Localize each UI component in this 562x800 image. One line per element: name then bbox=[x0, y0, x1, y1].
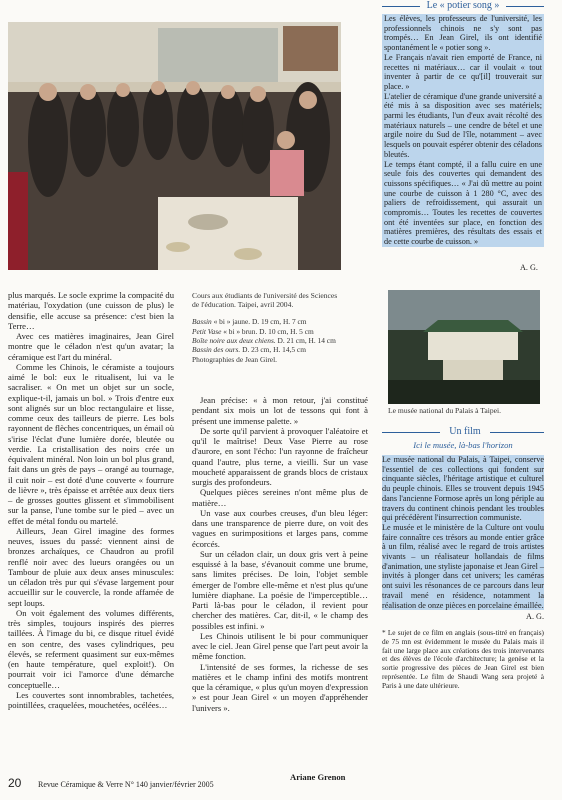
sidebar2-sign: A. G. bbox=[526, 612, 544, 622]
page-number: 20 bbox=[8, 776, 22, 790]
sidebar1-paragraph-2: Le Français n'avait rien emporté de France, ni recettes ni matériaux… car il voulait « tout inventer à partir de ce qu'[il] trouverait sur place. » bbox=[384, 52, 542, 91]
photo-caption bbox=[192, 291, 372, 364]
middle-column bbox=[192, 395, 368, 713]
sidebar2-subtitle: Ici le musée, là-bas l'horizon bbox=[413, 440, 513, 450]
sidebar1-box bbox=[382, 14, 544, 247]
sidebar1-paragraph-1: Les élèves, les professeurs de l'université, les professionnels chinois ne s'y sont pas trompés… En Jean Girel, ils ont identifié spontanément le « potier song ». bbox=[384, 14, 542, 53]
left-paragraph-1: plus marqués. Le socle exprime la compacité du matériau, l'oxydation (une cuisson de plus) le densifie, elle accuse sa présence: c'est bien la Terre… bbox=[8, 290, 174, 331]
mid-paragraph-5: Sur un céladon clair, un doux gris vert à peine esquissé à la base, s'évanouit comme une brume, sans limites précises. De loin, l'objet semble émerger de l'ombre elle-même et n'est plus qu'une lumière diaphane. La poésie de l'imperceptible… Parti là-bas pour le céladon, il revient pour chercher des matières. Car, dit-il, « le champ des possibles est infini. » bbox=[192, 548, 368, 631]
photo-credit: Photographies de Jean Girel. bbox=[192, 354, 277, 364]
sidebar1-title: Le « potier song » bbox=[420, 0, 506, 11]
caption-line-1: Cours aux étudiants de l'université des Sciences bbox=[192, 291, 338, 300]
caption-line-2: de l'éducation. Taipei, avril 2004. bbox=[192, 300, 294, 310]
mid-paragraph-4: Un vase aux courbes creuses, d'un bleu léger: dans une transparence de pierre dure, on voit des vagues en surimpositions et larges pans, comme écorcés. bbox=[192, 507, 368, 549]
piece-item: Bassin « bi » jaune. D. 19 cm, H. 7 cm bbox=[192, 317, 307, 327]
sidebar2-title: Un film bbox=[440, 426, 490, 437]
sidebar2-footnote: * Le sujet de ce film en anglais (sous-titré en français) de 75 mn est évidemment le musée du Palais mais il fait une large place aux créations des trois intervenants et des élèves de l'école d'architecture; la genèse et la sortie progressive des pièces de Jean Girel est bien représentée. Le film de Shaudi Wang sera projeté à Paris à une date ultérieure. bbox=[382, 627, 544, 690]
sidebar1-sign: A. G. bbox=[520, 263, 538, 272]
mid-paragraph-1: Jean précise: « à mon retour, j'ai constitué pendant six mois un lot de tessons qui font à présent une immense palette. » bbox=[192, 395, 368, 426]
piece-item: Petit Vase « bi » brun. D. 10 cm, H. 5 cm bbox=[192, 326, 314, 336]
mid-paragraph-6: Les Chinois utilisent le bi pour communiquer avec le ciel. Jean Girel pense que l'art peut avoir la même fonction. bbox=[192, 630, 368, 662]
journal-footer: Revue Céramique & Verre N° 140 janvier/février 2005 bbox=[38, 780, 214, 789]
piece-list bbox=[192, 317, 372, 363]
piece-item: Boîte noire aux deux chiens. D. 21 cm, H. 14 cm bbox=[192, 336, 336, 345]
author-signature: Ariane Grenon bbox=[290, 772, 346, 782]
museum-photo bbox=[388, 290, 540, 404]
class-photo bbox=[8, 22, 341, 270]
left-paragraph-4: Ailleurs, Jean Girel imagine des formes neuves, issues du passé: viennent ainsi de bronzes archaïques, ce Chaudron au profil renflé noir avec des lueurs orangées ou un Tambour de pluie aux deux anses minuscules: un céladon très pur qui s'évase largement pour accueillir sur le couvercle, la ronde affamée de sept loups. bbox=[8, 525, 174, 608]
left-paragraph-2: Avec ces matières imaginaires, Jean Girel montre que le céladon n'est qu'un avatar; la céramique est l'art du minéral. bbox=[8, 331, 174, 362]
left-paragraph-6: Les couvertes sont innombrables, tachetées, pointillées, craquelées, mouchetées, océlées… bbox=[8, 689, 174, 710]
piece-item: Bassin des ours. D. 23 cm, H. 14,5 cm bbox=[192, 345, 306, 355]
sidebar1-paragraph-4: Le temps étant compté, il a fallu cuire en une seule fois des couvertes qui demandent des cuissons spécifiques… « J'ai dû mettre au point une courbe de cuisson à 1 280 °C, avec des paliers de refroidissement, qui assurait un compromis… Toutes les recettes de couvertes ont été inventées sur place, en fonction des matières premières, des résultats des essais et de cette courbe de cuisson. » bbox=[384, 159, 542, 247]
mid-paragraph-7: L'intensité de ses formes, la richesse de ses matières et le champ infini des motifs montrent que la céramique, « plus qu'un moyen d'expression » est pour Jean Girel « un moyen d'appréhender l'univers ». bbox=[192, 661, 368, 713]
museum-caption: Le musée national du Palais à Taipei. bbox=[388, 406, 501, 415]
left-paragraph-5: On voit également des volumes différents, très simples, toujours inspirés des pierres taillées. À l'image du bi, ce disque rituel évidé en son centre, des vases cylindriques, peu élevés, se referment quasiment sur eux-mêmes (en haute température, quel exploit!). On pourrait voir ici l'amorce d'une démarche conceptuelle… bbox=[8, 607, 174, 690]
sidebar2-body bbox=[382, 455, 544, 691]
sidebar2-paragraph-1: Le musée national du Palais, à Taipei, conserve l'essentiel de ces collections qui fondent sur cinquante siècles, l'héritage artistique et culturel du peuple chinois. Elles se trouvent depuis 1945 dans l'ancienne Formose après un long périple au travers du continent chinois pendant les troubles qui précédèrent l'insurrection communiste. bbox=[382, 455, 544, 523]
left-column bbox=[8, 290, 174, 710]
mid-paragraph-3: Quelques pièces sereines n'ont même plus de matière… bbox=[192, 487, 368, 508]
sidebar2-paragraph-2: Le musée et le ministère de la Culture ont voulu faire connaître ces trésors au monde entier grâce à un film, réalisé avec le regard de trois artistes vivants – un réalisateur hollandais de films d'animation, une styliste japonaise et Jean Girel – invités à plonger dans cet univers; les caméras ont suivi les résonances de ce parcours dans leur travail mené en résidence, notamment la réalisation de onze pièces en porcelaine émaillée. bbox=[382, 522, 544, 610]
left-paragraph-3: Comme les Chinois, le céramiste a toujours aimé le bol: eux le ritualisent, lui va le sacraliser. « On met un objet sur un socle, explique-t-il, jamais un bol. » Trois d'entre eux sont alignés sur un bloc rectangulaire et lisse, comme ceux des tailleurs de pierre. Les bols rayonnent de flèches concentriques, un émail où s'irise l'éclat d'une lumière dorée, bleutée ou verdie. La cristallisation des noirs crée un équivalent minéral. Non loin un bol plus grand, fait dans un grès de pays – orangé au tournage, il cuit noir – est doté d'une couverte « fourrure de lièvre », très épaisse et arrêtée aux deux tiers – de grosses gouttes glissent et s'immobilisent sur la panse, l'une tombe sur le pied – avec un effet de métal fondu ou martelé. bbox=[8, 361, 174, 526]
sidebar1-paragraph-3: L'atelier de céramique d'une grande université a été mis à sa disposition avec ses matériels; parmi les étudiants, l'un d'eux avait récolté des matériaux naturels – une cendre de bétel et une argile noire du Sud de l'île, notamment – avec lesquels on pouvait espérer obtenir des céladons bleutés. bbox=[384, 91, 542, 159]
mid-paragraph-2: De sorte qu'il parvient à provoquer l'aléatoire et qu'il le maîtrise! Deux Vase Pierre au rose d'aurore, en sont l'écho: l'un rayonne de fraîcheur quand l'autre, plus terne, a vieilli. Sur un vase moucheté apparaissent de grands blocs de cristaux surgis des profondeurs. bbox=[192, 425, 368, 487]
